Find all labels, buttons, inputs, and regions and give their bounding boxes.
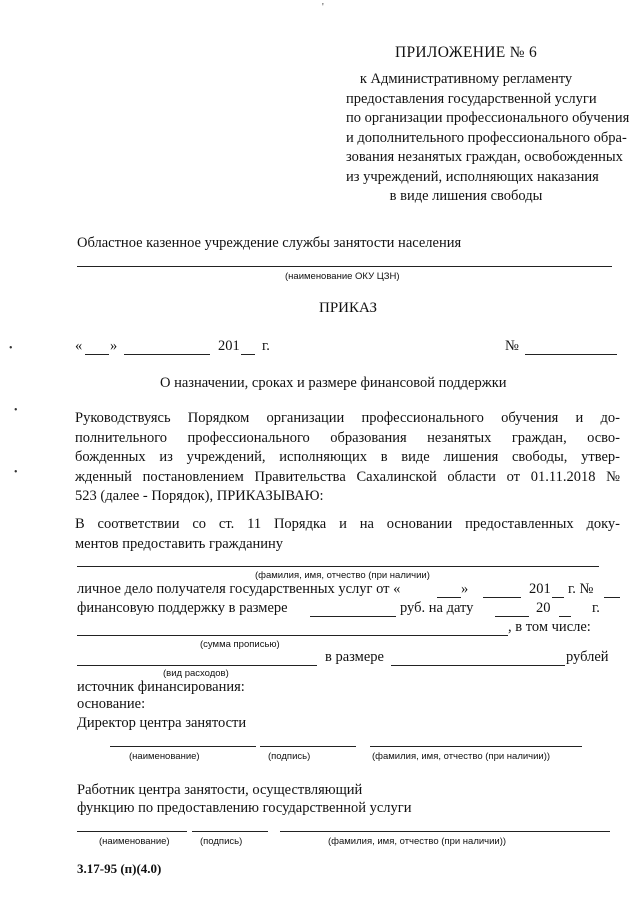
date-year-field[interactable] (241, 354, 255, 355)
appendix-line: предоставления государственной услуги (346, 90, 597, 107)
citizen-fio-caption: (фамилия, имя, отчество (при наличии) (255, 570, 430, 581)
director-name-field[interactable] (110, 746, 256, 747)
appendix-line: в виде лишения свободы (389, 188, 543, 204)
date-month-field[interactable] (124, 354, 210, 355)
order-subject: О назначении, сроках и размере финансовой поддержки (160, 375, 507, 391)
paragraph-line: Руководствуясь Порядком организации профессионального обучения и до- (75, 410, 620, 426)
date-open-quote: « (75, 338, 83, 354)
case-year-prefix: 201 (529, 581, 551, 597)
director-fio-caption: (фамилия, имя, отчество (при наличии)) (372, 751, 551, 762)
order-number-label: № (505, 338, 519, 354)
margin-mark: • (9, 343, 13, 354)
expense-caption: (вид расходов) (163, 668, 229, 679)
order-number-field[interactable] (525, 354, 617, 355)
page-speck: ' (322, 2, 324, 13)
appendix-title: ПРИЛОЖЕНИЕ № 6 (394, 44, 538, 61)
worker-sign-caption: (подпись) (200, 836, 243, 847)
including-label: , в том числе: (508, 619, 591, 635)
order-title: ПРИКАЗ (319, 300, 377, 316)
funding-source-label: источник финансирования: (77, 679, 245, 695)
paragraph-line: ментов предоставить гражданину (75, 535, 284, 552)
appendix-line: зования незанятых граждан, освобожденных (346, 149, 623, 165)
case-day-field[interactable] (437, 597, 461, 598)
support-year-suffix: г. (592, 600, 600, 616)
case-month-field[interactable] (483, 597, 521, 598)
margin-mark: • (14, 405, 18, 416)
paragraph-line: жденный постановлением Правительства Сахалинской области от 01.11.2018 № (75, 468, 620, 485)
date-day-field[interactable] (85, 354, 109, 355)
appendix-line: и дополнительного профессионального обра- (346, 129, 627, 146)
case-number-field[interactable] (604, 597, 620, 598)
date-year-prefix: 201 (218, 338, 240, 354)
worker-fio-field[interactable] (280, 831, 610, 832)
rubles-label: рублей (566, 649, 609, 665)
paragraph-line: божденных из учреждений, исполняющих в виде лишения свободы, утвер- (75, 449, 620, 465)
date-year-suffix: г. (262, 338, 270, 354)
worker-fio-caption: (фамилия, имя, отчество (при наличии)) (328, 836, 507, 847)
paragraph-basis (75, 409, 620, 507)
expense-amount-field[interactable] (391, 665, 565, 666)
director-label: Директор центра занятости (77, 715, 247, 731)
org-name: Областное казенное учреждение службы занятости населения (77, 235, 462, 251)
amount-label: в размере (325, 649, 384, 665)
case-text: личное дело получателя государственных услуг от « (77, 581, 401, 597)
worker-label-line2: функцию по предоставлению государственной услуги (77, 800, 412, 816)
citizen-fio-field[interactable] (77, 566, 599, 567)
margin-mark: • (14, 467, 18, 478)
support-text: финансовую поддержку в размере (77, 600, 288, 616)
paragraph-line: 523 (далее - Порядок), ПРИКАЗЫВАЮ: (75, 488, 324, 504)
form-code: 3.17-95 (п)(4.0) (77, 861, 162, 876)
director-signature-field[interactable] (260, 746, 356, 747)
org-name-line[interactable] (77, 266, 612, 267)
worker-signature-field[interactable] (192, 831, 268, 832)
support-date-field[interactable] (495, 616, 529, 617)
paragraph-provide (75, 515, 620, 554)
support-amount-field[interactable] (310, 616, 396, 617)
appendix-line: к Административному регламенту (359, 71, 573, 87)
sum-in-words-field[interactable] (77, 635, 508, 636)
date-close-quote: » (110, 338, 118, 354)
appendix-line: из учреждений, исполняющих наказания (346, 168, 599, 185)
case-number-label: г. № (568, 581, 594, 597)
support-year-field[interactable] (559, 616, 571, 617)
worker-name-caption: (наименование) (99, 836, 170, 847)
worker-name-field[interactable] (77, 831, 187, 832)
support-year-prefix: 20 (536, 600, 551, 616)
director-sign-caption: (подпись) (268, 751, 311, 762)
director-name-caption: (наименование) (129, 751, 200, 762)
org-caption: (наименование ОКУ ЦЗН) (285, 271, 400, 282)
basis-label: основание: (77, 696, 146, 712)
expense-type-field[interactable] (77, 665, 317, 666)
director-fio-field[interactable] (370, 746, 582, 747)
worker-label-line1: Работник центра занятости, осуществляющий (77, 782, 363, 798)
support-rub-label: руб. на дату (400, 600, 474, 616)
appendix-header (346, 43, 630, 207)
sum-caption: (сумма прописью) (200, 639, 280, 650)
paragraph-line: полнительного профессионального образования незанятых граждан, осво- (75, 429, 620, 446)
appendix-line: по организации профессионального обучения (346, 110, 630, 126)
paragraph-line: В соответствии со ст. 11 Порядка и на основании предоставленных доку- (75, 516, 620, 532)
case-close-quote: » (461, 581, 469, 597)
case-year-field[interactable] (552, 597, 564, 598)
